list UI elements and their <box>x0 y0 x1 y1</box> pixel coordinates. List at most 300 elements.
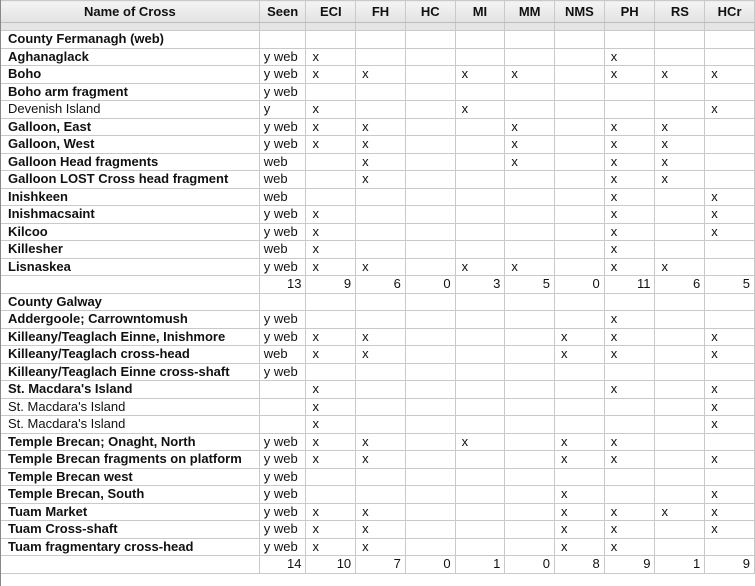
cross-name-cell[interactable]: Kilcoo <box>1 223 260 241</box>
mark-cell[interactable] <box>655 346 705 364</box>
empty-cell[interactable] <box>306 31 356 49</box>
mark-cell[interactable] <box>306 311 356 329</box>
mark-cell[interactable] <box>405 328 455 346</box>
mark-cell[interactable] <box>455 398 505 416</box>
mark-cell[interactable] <box>655 416 705 434</box>
mark-cell[interactable]: x <box>505 118 555 136</box>
empty-cell[interactable] <box>405 31 455 49</box>
mark-cell[interactable]: x <box>705 206 755 224</box>
seen-cell[interactable]: y web <box>259 433 306 451</box>
cross-name-cell[interactable]: Killeany/Teaglach Einne cross-shaft <box>1 363 260 381</box>
seen-cell[interactable]: y web <box>259 136 306 154</box>
mark-cell[interactable] <box>555 66 605 84</box>
cross-name-cell[interactable]: Tuam fragmentary cross-head <box>1 538 260 556</box>
mark-cell[interactable] <box>405 538 455 556</box>
mark-cell[interactable]: x <box>705 101 755 119</box>
mark-cell[interactable]: x <box>306 538 356 556</box>
mark-cell[interactable]: x <box>555 486 605 504</box>
mark-cell[interactable]: x <box>604 66 655 84</box>
column-header-eci[interactable]: ECI <box>306 1 356 23</box>
total-cell[interactable]: 8 <box>555 556 605 574</box>
seen-cell[interactable] <box>259 416 306 434</box>
mark-cell[interactable]: x <box>604 206 655 224</box>
mark-cell[interactable]: x <box>604 328 655 346</box>
seen-cell[interactable]: y web <box>259 118 306 136</box>
mark-cell[interactable] <box>655 241 705 259</box>
mark-cell[interactable]: x <box>655 503 705 521</box>
mark-cell[interactable] <box>356 223 406 241</box>
cross-name-cell[interactable]: Addergoole; Carrowntomush <box>1 311 260 329</box>
mark-cell[interactable]: x <box>604 48 655 66</box>
mark-cell[interactable] <box>405 206 455 224</box>
seen-cell[interactable]: y web <box>259 363 306 381</box>
mark-cell[interactable] <box>604 363 655 381</box>
seen-cell[interactable]: y web <box>259 328 306 346</box>
seen-cell[interactable]: web <box>259 188 306 206</box>
empty-cell[interactable] <box>705 31 755 49</box>
mark-cell[interactable] <box>505 48 555 66</box>
total-cell[interactable]: 9 <box>306 276 356 294</box>
mark-cell[interactable] <box>505 521 555 539</box>
mark-cell[interactable]: x <box>604 118 655 136</box>
mark-cell[interactable] <box>455 521 505 539</box>
cross-name-cell[interactable]: St. Macdara's Island <box>1 416 260 434</box>
cross-name-cell[interactable]: Killeany/Teaglach Einne, Inishmore <box>1 328 260 346</box>
seen-cell[interactable]: y web <box>259 451 306 469</box>
mark-cell[interactable] <box>505 433 555 451</box>
total-cell[interactable]: 3 <box>455 276 505 294</box>
empty-cell[interactable] <box>555 293 605 311</box>
mark-cell[interactable]: x <box>356 118 406 136</box>
mark-cell[interactable] <box>505 206 555 224</box>
mark-cell[interactable]: x <box>306 136 356 154</box>
mark-cell[interactable] <box>455 538 505 556</box>
mark-cell[interactable] <box>555 223 605 241</box>
mark-cell[interactable]: x <box>505 153 555 171</box>
seen-cell[interactable]: web <box>259 153 306 171</box>
mark-cell[interactable] <box>405 381 455 399</box>
mark-cell[interactable] <box>455 206 505 224</box>
total-cell[interactable]: 11 <box>604 276 655 294</box>
mark-cell[interactable]: x <box>306 48 356 66</box>
mark-cell[interactable] <box>405 241 455 259</box>
mark-cell[interactable] <box>455 311 505 329</box>
mark-cell[interactable]: x <box>306 206 356 224</box>
seen-cell[interactable]: web <box>259 346 306 364</box>
mark-cell[interactable] <box>555 241 605 259</box>
cross-name-cell[interactable]: Temple Brecan; Onaght, North <box>1 433 260 451</box>
mark-cell[interactable] <box>655 538 705 556</box>
mark-cell[interactable] <box>455 468 505 486</box>
mark-cell[interactable]: x <box>604 153 655 171</box>
cross-name-cell[interactable]: Inishkeen <box>1 188 260 206</box>
seen-cell[interactable]: y web <box>259 311 306 329</box>
mark-cell[interactable] <box>356 381 406 399</box>
mark-cell[interactable]: x <box>505 136 555 154</box>
empty-cell[interactable] <box>455 31 505 49</box>
cross-name-cell[interactable]: St. Macdara's Island <box>1 381 260 399</box>
mark-cell[interactable]: x <box>604 223 655 241</box>
seen-cell[interactable]: web <box>259 241 306 259</box>
mark-cell[interactable]: x <box>604 451 655 469</box>
mark-cell[interactable]: x <box>306 416 356 434</box>
mark-cell[interactable]: x <box>604 433 655 451</box>
mark-cell[interactable] <box>405 83 455 101</box>
mark-cell[interactable] <box>655 486 705 504</box>
total-cell[interactable]: 9 <box>705 556 755 574</box>
mark-cell[interactable] <box>555 258 605 276</box>
empty-cell[interactable] <box>505 31 555 49</box>
empty-cell[interactable] <box>306 293 356 311</box>
mark-cell[interactable] <box>405 188 455 206</box>
mark-cell[interactable]: x <box>306 66 356 84</box>
mark-cell[interactable]: x <box>356 171 406 189</box>
mark-cell[interactable] <box>655 328 705 346</box>
empty-cell[interactable] <box>455 293 505 311</box>
mark-cell[interactable] <box>705 241 755 259</box>
mark-cell[interactable]: x <box>655 136 705 154</box>
mark-cell[interactable] <box>455 136 505 154</box>
seen-cell[interactable]: y web <box>259 223 306 241</box>
seen-cell[interactable]: y web <box>259 83 306 101</box>
mark-cell[interactable] <box>505 223 555 241</box>
mark-cell[interactable] <box>405 258 455 276</box>
mark-cell[interactable] <box>655 363 705 381</box>
mark-cell[interactable] <box>555 101 605 119</box>
mark-cell[interactable] <box>356 468 406 486</box>
cross-name-cell[interactable]: Galloon LOST Cross head fragment <box>1 171 260 189</box>
mark-cell[interactable] <box>555 136 605 154</box>
seen-cell[interactable]: y web <box>259 66 306 84</box>
cross-name-cell[interactable]: Galloon, East <box>1 118 260 136</box>
column-header-hcr[interactable]: HCr <box>705 1 755 23</box>
mark-cell[interactable] <box>306 153 356 171</box>
mark-cell[interactable] <box>405 311 455 329</box>
column-header-nms[interactable]: NMS <box>555 1 605 23</box>
mark-cell[interactable]: x <box>655 66 705 84</box>
empty-cell[interactable] <box>1 556 260 574</box>
mark-cell[interactable]: x <box>555 328 605 346</box>
cross-name-cell[interactable]: Inishmacsaint <box>1 206 260 224</box>
mark-cell[interactable] <box>405 66 455 84</box>
mark-cell[interactable] <box>356 311 406 329</box>
section-title[interactable]: County Fermanagh (web) <box>1 31 260 49</box>
seen-cell[interactable]: y web <box>259 48 306 66</box>
mark-cell[interactable]: x <box>604 538 655 556</box>
mark-cell[interactable] <box>705 311 755 329</box>
mark-cell[interactable] <box>655 83 705 101</box>
mark-cell[interactable]: x <box>555 503 605 521</box>
mark-cell[interactable] <box>505 416 555 434</box>
cross-name-cell[interactable]: Killeany/Teaglach cross-head <box>1 346 260 364</box>
mark-cell[interactable]: x <box>705 66 755 84</box>
column-header-seen[interactable]: Seen <box>259 1 306 23</box>
mark-cell[interactable]: x <box>655 258 705 276</box>
mark-cell[interactable] <box>705 153 755 171</box>
total-cell[interactable]: 6 <box>356 276 406 294</box>
mark-cell[interactable]: x <box>555 433 605 451</box>
mark-cell[interactable] <box>356 188 406 206</box>
total-cell[interactable]: 5 <box>705 276 755 294</box>
mark-cell[interactable] <box>505 486 555 504</box>
mark-cell[interactable]: x <box>604 171 655 189</box>
mark-cell[interactable] <box>555 118 605 136</box>
mark-cell[interactable] <box>356 83 406 101</box>
mark-cell[interactable] <box>405 398 455 416</box>
mark-cell[interactable] <box>405 363 455 381</box>
mark-cell[interactable] <box>405 48 455 66</box>
mark-cell[interactable]: x <box>604 136 655 154</box>
mark-cell[interactable] <box>356 48 406 66</box>
mark-cell[interactable] <box>505 188 555 206</box>
mark-cell[interactable]: x <box>356 521 406 539</box>
mark-cell[interactable] <box>555 48 605 66</box>
mark-cell[interactable]: x <box>356 258 406 276</box>
mark-cell[interactable] <box>705 468 755 486</box>
mark-cell[interactable]: x <box>306 433 356 451</box>
cross-name-cell[interactable]: Tuam Market <box>1 503 260 521</box>
cross-name-cell[interactable]: Galloon Head fragments <box>1 153 260 171</box>
mark-cell[interactable] <box>505 311 555 329</box>
mark-cell[interactable] <box>505 171 555 189</box>
mark-cell[interactable] <box>604 83 655 101</box>
mark-cell[interactable] <box>705 538 755 556</box>
total-cell[interactable]: 9 <box>604 556 655 574</box>
mark-cell[interactable]: x <box>306 398 356 416</box>
seen-cell[interactable]: y web <box>259 468 306 486</box>
mark-cell[interactable] <box>405 486 455 504</box>
mark-cell[interactable]: x <box>705 398 755 416</box>
mark-cell[interactable]: x <box>705 223 755 241</box>
mark-cell[interactable] <box>655 381 705 399</box>
mark-cell[interactable] <box>505 346 555 364</box>
seen-cell[interactable] <box>259 398 306 416</box>
mark-cell[interactable]: x <box>555 521 605 539</box>
cross-name-cell[interactable]: Lisnaskea <box>1 258 260 276</box>
mark-cell[interactable]: x <box>356 136 406 154</box>
mark-cell[interactable]: x <box>655 171 705 189</box>
cross-name-cell[interactable]: Boho arm fragment <box>1 83 260 101</box>
mark-cell[interactable] <box>555 311 605 329</box>
section-title[interactable]: County Galway <box>1 293 260 311</box>
mark-cell[interactable] <box>505 328 555 346</box>
mark-cell[interactable] <box>356 363 406 381</box>
mark-cell[interactable] <box>555 153 605 171</box>
mark-cell[interactable] <box>455 153 505 171</box>
mark-cell[interactable] <box>655 521 705 539</box>
column-header-fh[interactable]: FH <box>356 1 406 23</box>
empty-cell[interactable] <box>655 293 705 311</box>
mark-cell[interactable] <box>306 486 356 504</box>
mark-cell[interactable] <box>405 136 455 154</box>
mark-cell[interactable] <box>505 241 555 259</box>
mark-cell[interactable] <box>356 416 406 434</box>
mark-cell[interactable] <box>655 101 705 119</box>
total-cell[interactable]: 0 <box>555 276 605 294</box>
mark-cell[interactable]: x <box>306 241 356 259</box>
mark-cell[interactable] <box>604 468 655 486</box>
column-header-mm[interactable]: MM <box>505 1 555 23</box>
mark-cell[interactable] <box>356 241 406 259</box>
mark-cell[interactable] <box>455 171 505 189</box>
mark-cell[interactable]: x <box>505 258 555 276</box>
mark-cell[interactable]: x <box>455 101 505 119</box>
mark-cell[interactable] <box>455 328 505 346</box>
mark-cell[interactable] <box>405 468 455 486</box>
mark-cell[interactable] <box>405 153 455 171</box>
mark-cell[interactable] <box>705 118 755 136</box>
mark-cell[interactable]: x <box>705 381 755 399</box>
seen-cell[interactable]: y web <box>259 521 306 539</box>
mark-cell[interactable]: x <box>356 153 406 171</box>
mark-cell[interactable] <box>455 416 505 434</box>
mark-cell[interactable]: x <box>705 188 755 206</box>
mark-cell[interactable] <box>455 503 505 521</box>
empty-cell[interactable] <box>604 31 655 49</box>
column-header-name[interactable]: Name of Cross <box>1 1 260 23</box>
mark-cell[interactable]: x <box>604 241 655 259</box>
mark-cell[interactable] <box>455 48 505 66</box>
empty-cell[interactable] <box>705 293 755 311</box>
mark-cell[interactable] <box>705 83 755 101</box>
column-header-ph[interactable]: PH <box>604 1 655 23</box>
total-cell[interactable]: 1 <box>655 556 705 574</box>
mark-cell[interactable] <box>705 433 755 451</box>
cross-name-cell[interactable]: Temple Brecan, South <box>1 486 260 504</box>
cross-name-cell[interactable]: Killesher <box>1 241 260 259</box>
mark-cell[interactable] <box>306 83 356 101</box>
mark-cell[interactable] <box>356 206 406 224</box>
column-header-rs[interactable]: RS <box>655 1 705 23</box>
mark-cell[interactable] <box>405 118 455 136</box>
cross-name-cell[interactable]: Temple Brecan west <box>1 468 260 486</box>
mark-cell[interactable] <box>356 398 406 416</box>
mark-cell[interactable] <box>455 83 505 101</box>
mark-cell[interactable] <box>405 416 455 434</box>
mark-cell[interactable]: x <box>604 503 655 521</box>
mark-cell[interactable]: x <box>705 346 755 364</box>
mark-cell[interactable]: x <box>604 346 655 364</box>
mark-cell[interactable]: x <box>604 381 655 399</box>
seen-cell[interactable]: y web <box>259 486 306 504</box>
empty-cell[interactable] <box>405 293 455 311</box>
mark-cell[interactable]: x <box>604 311 655 329</box>
seen-cell[interactable]: y web <box>259 258 306 276</box>
empty-cell[interactable] <box>259 293 306 311</box>
mark-cell[interactable] <box>356 101 406 119</box>
total-cell[interactable]: 10 <box>306 556 356 574</box>
mark-cell[interactable]: x <box>604 521 655 539</box>
seen-cell[interactable] <box>259 381 306 399</box>
mark-cell[interactable]: x <box>356 451 406 469</box>
total-cell[interactable]: 0 <box>505 556 555 574</box>
mark-cell[interactable] <box>306 171 356 189</box>
mark-cell[interactable]: x <box>705 451 755 469</box>
mark-cell[interactable] <box>505 83 555 101</box>
seen-cell[interactable]: y web <box>259 206 306 224</box>
mark-cell[interactable]: x <box>356 66 406 84</box>
mark-cell[interactable] <box>405 433 455 451</box>
empty-cell[interactable] <box>259 31 306 49</box>
mark-cell[interactable] <box>555 468 605 486</box>
empty-cell[interactable] <box>1 276 260 294</box>
mark-cell[interactable] <box>505 503 555 521</box>
mark-cell[interactable] <box>405 101 455 119</box>
mark-cell[interactable]: x <box>705 503 755 521</box>
mark-cell[interactable] <box>655 468 705 486</box>
mark-cell[interactable] <box>604 398 655 416</box>
mark-cell[interactable] <box>505 363 555 381</box>
mark-cell[interactable] <box>505 451 555 469</box>
total-cell[interactable]: 13 <box>259 276 306 294</box>
mark-cell[interactable] <box>505 381 555 399</box>
mark-cell[interactable] <box>306 468 356 486</box>
mark-cell[interactable]: x <box>306 328 356 346</box>
mark-cell[interactable] <box>455 241 505 259</box>
cross-name-cell[interactable]: Temple Brecan fragments on platform <box>1 451 260 469</box>
cross-name-cell[interactable]: Galloon, West <box>1 136 260 154</box>
mark-cell[interactable] <box>604 101 655 119</box>
mark-cell[interactable]: x <box>306 521 356 539</box>
mark-cell[interactable]: x <box>455 66 505 84</box>
mark-cell[interactable]: x <box>555 538 605 556</box>
mark-cell[interactable] <box>555 83 605 101</box>
mark-cell[interactable] <box>705 363 755 381</box>
mark-cell[interactable] <box>705 171 755 189</box>
mark-cell[interactable] <box>555 398 605 416</box>
mark-cell[interactable] <box>705 48 755 66</box>
mark-cell[interactable]: x <box>306 451 356 469</box>
mark-cell[interactable]: x <box>604 188 655 206</box>
total-cell[interactable]: 5 <box>505 276 555 294</box>
mark-cell[interactable] <box>455 486 505 504</box>
mark-cell[interactable]: x <box>455 433 505 451</box>
mark-cell[interactable]: x <box>705 416 755 434</box>
mark-cell[interactable] <box>655 451 705 469</box>
mark-cell[interactable] <box>655 188 705 206</box>
empty-cell[interactable] <box>604 293 655 311</box>
mark-cell[interactable]: x <box>306 258 356 276</box>
mark-cell[interactable] <box>455 346 505 364</box>
mark-cell[interactable] <box>306 363 356 381</box>
mark-cell[interactable] <box>405 503 455 521</box>
mark-cell[interactable] <box>455 188 505 206</box>
total-cell[interactable]: 0 <box>405 276 455 294</box>
empty-cell[interactable] <box>555 31 605 49</box>
mark-cell[interactable]: x <box>356 503 406 521</box>
cross-name-cell[interactable]: Tuam Cross-shaft <box>1 521 260 539</box>
mark-cell[interactable] <box>555 416 605 434</box>
total-cell[interactable]: 7 <box>356 556 406 574</box>
mark-cell[interactable] <box>655 433 705 451</box>
mark-cell[interactable]: x <box>505 66 555 84</box>
total-cell[interactable]: 0 <box>405 556 455 574</box>
mark-cell[interactable] <box>555 381 605 399</box>
mark-cell[interactable] <box>455 223 505 241</box>
mark-cell[interactable] <box>405 171 455 189</box>
mark-cell[interactable]: x <box>604 258 655 276</box>
mark-cell[interactable] <box>455 363 505 381</box>
mark-cell[interactable]: x <box>655 153 705 171</box>
mark-cell[interactable] <box>655 48 705 66</box>
seen-cell[interactable]: y <box>259 101 306 119</box>
mark-cell[interactable] <box>356 486 406 504</box>
mark-cell[interactable]: x <box>356 328 406 346</box>
mark-cell[interactable]: x <box>306 223 356 241</box>
cross-name-cell[interactable]: Boho <box>1 66 260 84</box>
mark-cell[interactable]: x <box>655 118 705 136</box>
mark-cell[interactable] <box>604 416 655 434</box>
